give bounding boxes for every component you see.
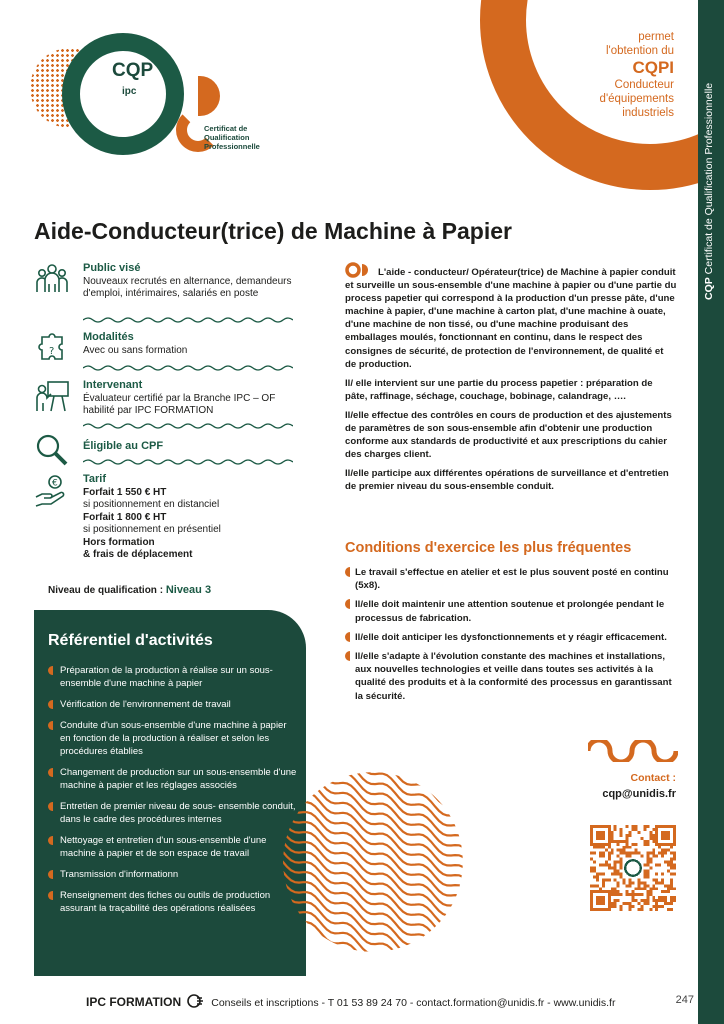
list-item: Renseignement des fiches ou outils de production assurant la traçabilité des opérations réalisées (48, 889, 298, 915)
list-item: Entretien de premier niveau de sous- ensemble conduit, dans le cadre des procédures internes (48, 800, 298, 826)
wavy-divider (83, 316, 293, 324)
description-p1-text: L'aide - conducteur/ Opérateur(trice) de Machine à papier conduit et surveille un sous-ensemble d'une machine à papier ou d'une partie du process papetier qui correspond à la production d'un presse pâte, d'une machine à papier, d'une machine à carton plat, d'une machine à ouate, d'une machine de non tissé, ou d'une machine produisant des emballages moulés, fonctionnant en continu, dans le respect des consignes de sécurité, de protection de l'environnement, de qualité et de production. (345, 267, 677, 370)
permet-line1: permet (638, 31, 674, 43)
qualification-level (48, 584, 211, 596)
logo-ipc-text: ipc (122, 86, 137, 97)
description-p2: Il/ elle intervient sur une partie du process papetier : préparation de pâte, raffinage, séchage, couchage, bobinage, calandrage, …. (345, 377, 653, 402)
qr-code[interactable] (590, 825, 676, 911)
tarif-excl-1: Hors formation (83, 536, 155, 548)
tarif-note-1: si positionnement en distanciel (83, 499, 220, 510)
niveau-value: Niveau 3 (165, 584, 212, 596)
side-band-label: Certificat de Qualification Professionnelle (703, 82, 715, 275)
logo-certificate-text (204, 124, 260, 151)
description-p3: Il/elle effectue des contrôles en cours de production et des ajustements de paramètres de son sous-ensemble afin d'obtenir une production conforme aux standards de productivité et aux prescriptions du cahier des charges client. (345, 409, 672, 461)
tarif-heading: Tarif (83, 473, 107, 485)
group-people-icon (34, 262, 70, 298)
wavy-circle-decoration (283, 772, 463, 952)
side-band-bold: CQP (703, 277, 715, 300)
job-line2: d'équipements (599, 93, 674, 105)
footer-details: - T 01 53 89 24 70 - contact.formation@unidis.fr - www.unidis.fr (318, 997, 616, 1009)
wave-decoration (588, 740, 678, 762)
list-item: Il/elle s'adapte à l'évolution constante des machines et installations, aux nouvelles technologies et veille dans toutes ses activités à la qualité des produits et à la conformité des processus en garantissant la sécurité. (345, 650, 677, 703)
referentiel-list (48, 660, 298, 923)
referentiel-panel (34, 610, 306, 976)
logo-cqp-text: CQP (112, 60, 154, 81)
list-item: Le travail s'effectue en atelier et est le plus souvent posté en continu (5x8). (345, 566, 677, 592)
tarif-note-2: si positionnement en présentiel (83, 524, 221, 535)
description-p4: Il/elle participe aux différentes opérations de surveillance et d'entretien de premier niveau du sous-ensemble conduit. (345, 468, 669, 493)
wavy-divider (83, 422, 293, 430)
list-item: Il/elle doit maintenir une attention soutenue et prolongée pendant le processus de fabrication. (345, 598, 677, 624)
logo-cert-line1: Certificat de (204, 124, 248, 133)
conditions-title: Conditions d'exercice les plus fréquentes (345, 540, 632, 556)
job-description (345, 262, 677, 500)
puzzle-gear-icon (34, 331, 70, 367)
niveau-label: Niveau de qualification : (48, 585, 166, 596)
conditions-list (345, 566, 677, 709)
list-item: Préparation de la production à réalise sur un sous-ensemble d'une machine à papier (48, 664, 298, 690)
footer-logo-icon (187, 994, 205, 1008)
list-item: Transmission d'informationn (48, 868, 298, 881)
qualification-target (514, 30, 674, 120)
magnifier-icon (34, 432, 70, 468)
svg-text:?: ? (49, 346, 55, 357)
permet-line2: l'obtention du (605, 45, 674, 57)
job-line3: industriels (622, 107, 674, 119)
presenter-board-icon (34, 379, 70, 415)
logo-cert-line3: Professionnelle (204, 142, 260, 151)
contact-email[interactable]: cqp@unidis.fr (602, 788, 676, 800)
logo-cert-line2: Qualification (204, 133, 250, 142)
footer-conseils: Conseils et inscriptions (211, 997, 319, 1009)
list-item: Vérification de l'environnement de travail (48, 698, 298, 711)
page-title: Aide-Conducteur(trice) de Machine à Papier (34, 218, 512, 244)
public-text: Nouveaux recrutés en alternance, demandeurs d'emploi, intérimaires, salariés en poste (83, 275, 292, 299)
hand-money-icon (34, 473, 70, 509)
contact-label: Contact : (630, 772, 676, 784)
list-item: Il/elle doit anticiper les dysfonctionnements et y réagir efficacement. (345, 631, 677, 644)
list-item: Changement de production sur un sous-ensemble d'une machine à papier et les réglages associés (48, 766, 298, 792)
page-number: 247 (675, 994, 694, 1006)
wavy-divider (83, 458, 293, 466)
tarif-excl-2: & frais de déplacement (83, 549, 193, 560)
cpf-heading: Éligible au CPF (83, 440, 164, 452)
modalites-heading: Modalités (83, 331, 134, 343)
wavy-divider (83, 364, 293, 372)
cqp-mini-logo-icon (345, 262, 375, 278)
footer-brand: IPC FORMATION (86, 995, 182, 1009)
intervenant-text: Évaluateur certifié par la Branche IPC – OF habilité par IPC FORMATION (83, 392, 276, 416)
footer (86, 994, 676, 1009)
svg-text:€: € (52, 478, 58, 489)
referentiel-title: Référentiel d'activités (48, 632, 213, 649)
list-item: Conduite d'un sous-ensemble d'une machine à papier en fonction de la production à réaliser et selon les procédures établies (48, 719, 298, 758)
tarif-price-1: Forfait 1 550 € HT (83, 486, 167, 498)
modalites-text: Avec ou sans formation (83, 344, 188, 356)
cqpi-label: CQPI (632, 58, 674, 77)
description-p1 (345, 262, 677, 371)
tarif-price-2: Forfait 1 800 € HT (83, 511, 167, 523)
list-item: Nettoyage et entretien d'un sous-ensemble d'une machine à papier et de son espace de travail (48, 834, 298, 860)
public-heading: Public visé (83, 262, 141, 274)
job-line1: Conducteur (614, 79, 674, 91)
intervenant-heading: Intervenant (83, 379, 143, 391)
